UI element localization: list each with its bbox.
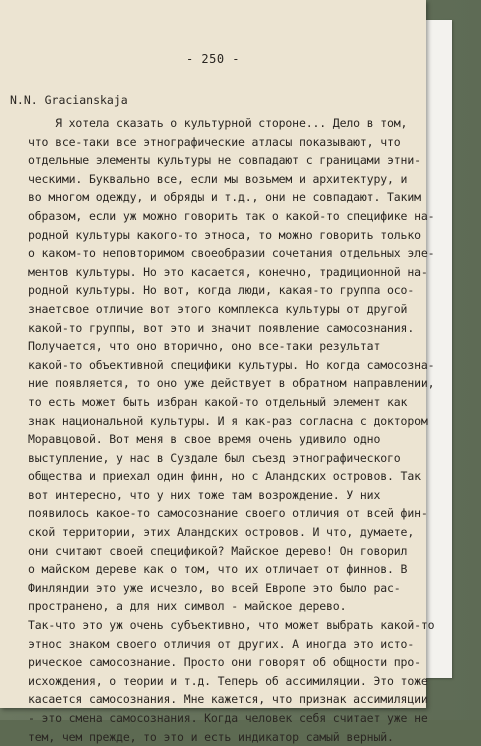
text-line: родной культуры какого-то этноса, то можно говорить только	[28, 227, 421, 242]
text-line: этнос знаком своего отличия от других. А иногда это исто-	[28, 636, 415, 651]
text-line: какой-то объективной специфики культуры. Но когда самосозна-	[28, 357, 435, 372]
text-line: отдельные элементы культуры не совпадают с границами этни-	[28, 153, 421, 168]
text-line: родной культуры. Но вот, когда люди, какая-то группа осо-	[28, 283, 415, 298]
text-line: касается самосознания. Мне кажется, что признак ассимиляции	[28, 692, 428, 707]
text-line: ской территории, этих Аландских островов. И что, думаете,	[28, 525, 415, 540]
text-line: во многом одежду, и обряды и т.д., они не совпадают. Таким	[28, 190, 421, 205]
text-line: тем, чем прежде, то это и есть индикатор самый верный.	[28, 729, 394, 744]
text-line: рическое самосознание. Просто они говорят об общности про-	[28, 655, 421, 670]
text-line: Финляндии это уже исчезло, во всей Европе это было рас-	[28, 580, 401, 595]
text-line: то есть может быть избран какой-то отдельный элемент как	[28, 394, 408, 409]
text-line: Так-что это уж очень субъективно, что может выбрать какой-то	[28, 618, 435, 633]
text-line: ческими. Буквально все, если мы возьмем и архитектуру, и	[28, 171, 408, 186]
text-line: о майском дереве как о том, что их отличает от финнов. В	[28, 562, 408, 577]
text-line: Я хотела сказать о культурной стороне... Дело в том,	[28, 116, 408, 130]
text-line: общества и приехал один финн, но с Аландских островов. Так	[28, 469, 421, 484]
text-line: о каком-то неповторимом своеобразии сочетания отдельных эле-	[28, 246, 435, 261]
text-line: ментов культуры. Но это касается, конечно, традиционной на-	[28, 264, 428, 279]
text-line: появилось какое-то самосознание своего отличия от всей фин-	[28, 506, 428, 521]
text-line: вот интересно, что у них тоже там возрождение. У них	[28, 487, 381, 502]
page-number: - 250 -	[185, 52, 241, 66]
text-line: исхождения, о теории и т.д. Теперь об ассимиляции. Это тоже	[28, 673, 428, 688]
text-line: - это смена самосознания. Когда человек себя считает уже не	[28, 711, 428, 725]
text-line: Получается, что оно вторично, оно все-таки результат	[28, 339, 381, 354]
text-line: какой-то группы, вот это и значит появление самосознания.	[28, 320, 415, 335]
text-line: знак национальной культуры. И я как-раз согласна с доктором	[28, 413, 428, 428]
text-line: пространено, а для них символ - майское дерево.	[28, 599, 347, 614]
text-line: Моравцовой. Вот меня в свое время очень удивило одно	[28, 432, 381, 447]
text-line: выступление, у нас в Суздале был съезд этнографического	[28, 450, 401, 465]
text-line: что все-таки все этнографические атласы показывают, что	[28, 134, 401, 149]
text-line: образом, если уж можно говорить так о какой-то специфике на-	[28, 208, 435, 223]
speaker-name: N.N. Gracianskaja	[10, 93, 128, 107]
text-line: они считают своей спецификой? Майское дерево! Он говорил	[28, 543, 408, 558]
text-line: ние появляется, то оно уже действует в обратном направлении,	[28, 376, 435, 391]
text-line: знаетсвое отличие вот этого комплекса культуры от другой	[28, 301, 408, 316]
body-text	[28, 114, 434, 746]
